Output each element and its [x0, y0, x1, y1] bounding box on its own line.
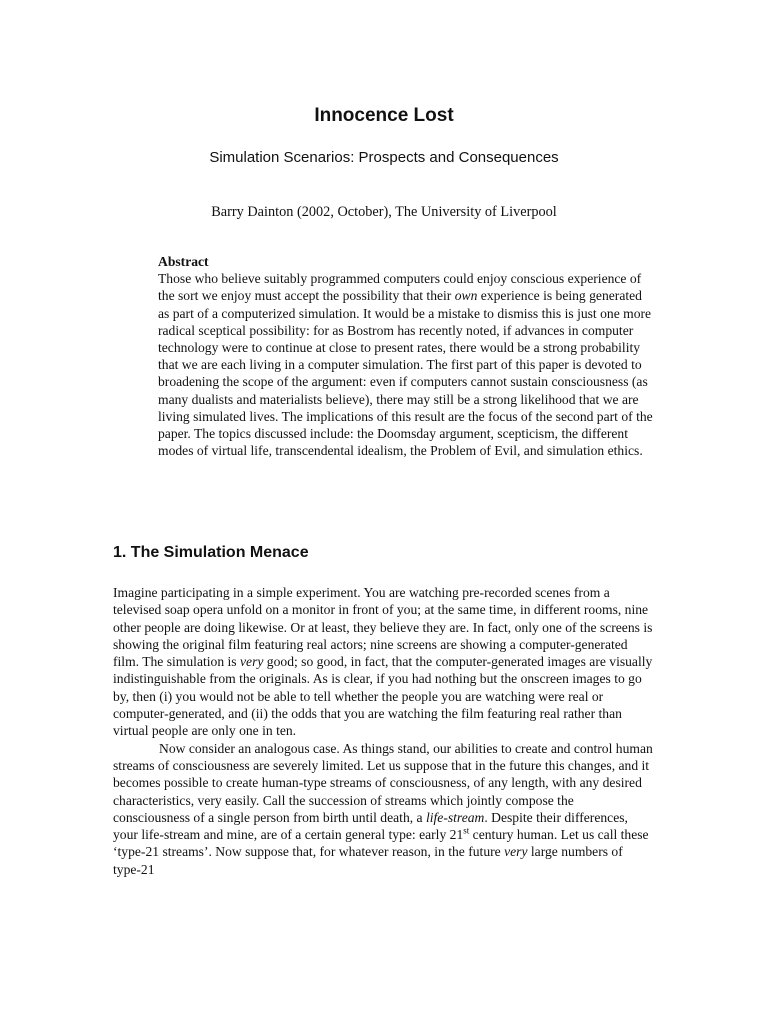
abstract-text-part: experience is being generated as part of a computerized simulation. It would be a mistake to dismiss this is just one more radical sceptical possibility: for as Bostrom has recently noted, if advances in computer technology were to continue at close to present rates, there would be a strong probability that we are each living in a computer simulation. The first part of this paper is devoted to broadening the scope of the argument: even if computers cannot sustain consciousness (as many dualists and materialists believe), there may still be a strong likelihood that we are living simulated lives. The implications of this result are the focus of the second part of the paper. The topics discussed include: the Doomsday argument, scepticism, the different modes of virtual life, transcendental idealism, the Problem of Evil, and simulation ethics. [158, 288, 653, 459]
abstract-block [158, 253, 653, 459]
paragraph-text: century human. Let us call these ‘type-21 streams’. Now suppose that, for whatever reason, in the future [113, 827, 649, 860]
paragraph-text: good; so good, in fact, that the computer-generated images are visually indistinguishable from the originals. As is clear, if you had nothing but the onscreen images to go by, then (i) you would not be able to tell whether the people you are watching were real or computer-generated, and (ii) the odds that you are watching the film featuring real rather than virtual people are only one in ten. [113, 654, 653, 739]
paper-subtitle: Simulation Scenarios: Prospects and Consequences [209, 149, 559, 166]
paragraph-text: Imagine participating in a simple experiment. You are watching pre-recorded scenes from a televised soap opera unfold on a monitor in front of you; at the same time, in different rooms, nine other people are doing likewise. Or at least, they believe they are. In fact, only one of the screens is showing the original film featuring real actors; nine screens are showing a computer-generated film. The simulation is [113, 585, 653, 670]
abstract-heading: Abstract [158, 254, 209, 269]
body-paragraph [113, 740, 654, 878]
paragraph-emphasis: very [240, 654, 264, 670]
abstract-emphasis: own [454, 288, 478, 304]
section-heading: 1. The Simulation Menace [113, 544, 309, 561]
paragraph-emphasis: life-stream [425, 809, 485, 825]
body-paragraph [113, 584, 654, 740]
author-byline: Barry Dainton (2002, October), The University of Liverpool [211, 204, 557, 220]
paragraph-text: . Despite their differences, your life-stream and mine, are of a certain general type: early 21 [113, 809, 628, 843]
paragraph-text: large numbers of type-21 [113, 844, 623, 877]
ordinal-superscript: st [463, 825, 470, 836]
abstract-text [158, 270, 653, 459]
paper-title: Innocence Lost [314, 105, 454, 126]
abstract-text-part: Those who believe suitably programmed computers could enjoy conscious experience of the sort we enjoy must accept the possibility that their [158, 271, 642, 304]
paragraph-text: Now consider an analogous case. As things stand, our abilities to create and control human streams of consciousness are severely limited. Let us suppose that in the future this changes, and it becomes possible to create human-type streams of consciousness, of any length, with any desired characteristics, very easily. Call the succession of streams which jointly compose the consciousness of a single person from birth until death, a [113, 740, 653, 825]
section-body [113, 584, 654, 878]
paragraph-emphasis: very [504, 844, 528, 860]
